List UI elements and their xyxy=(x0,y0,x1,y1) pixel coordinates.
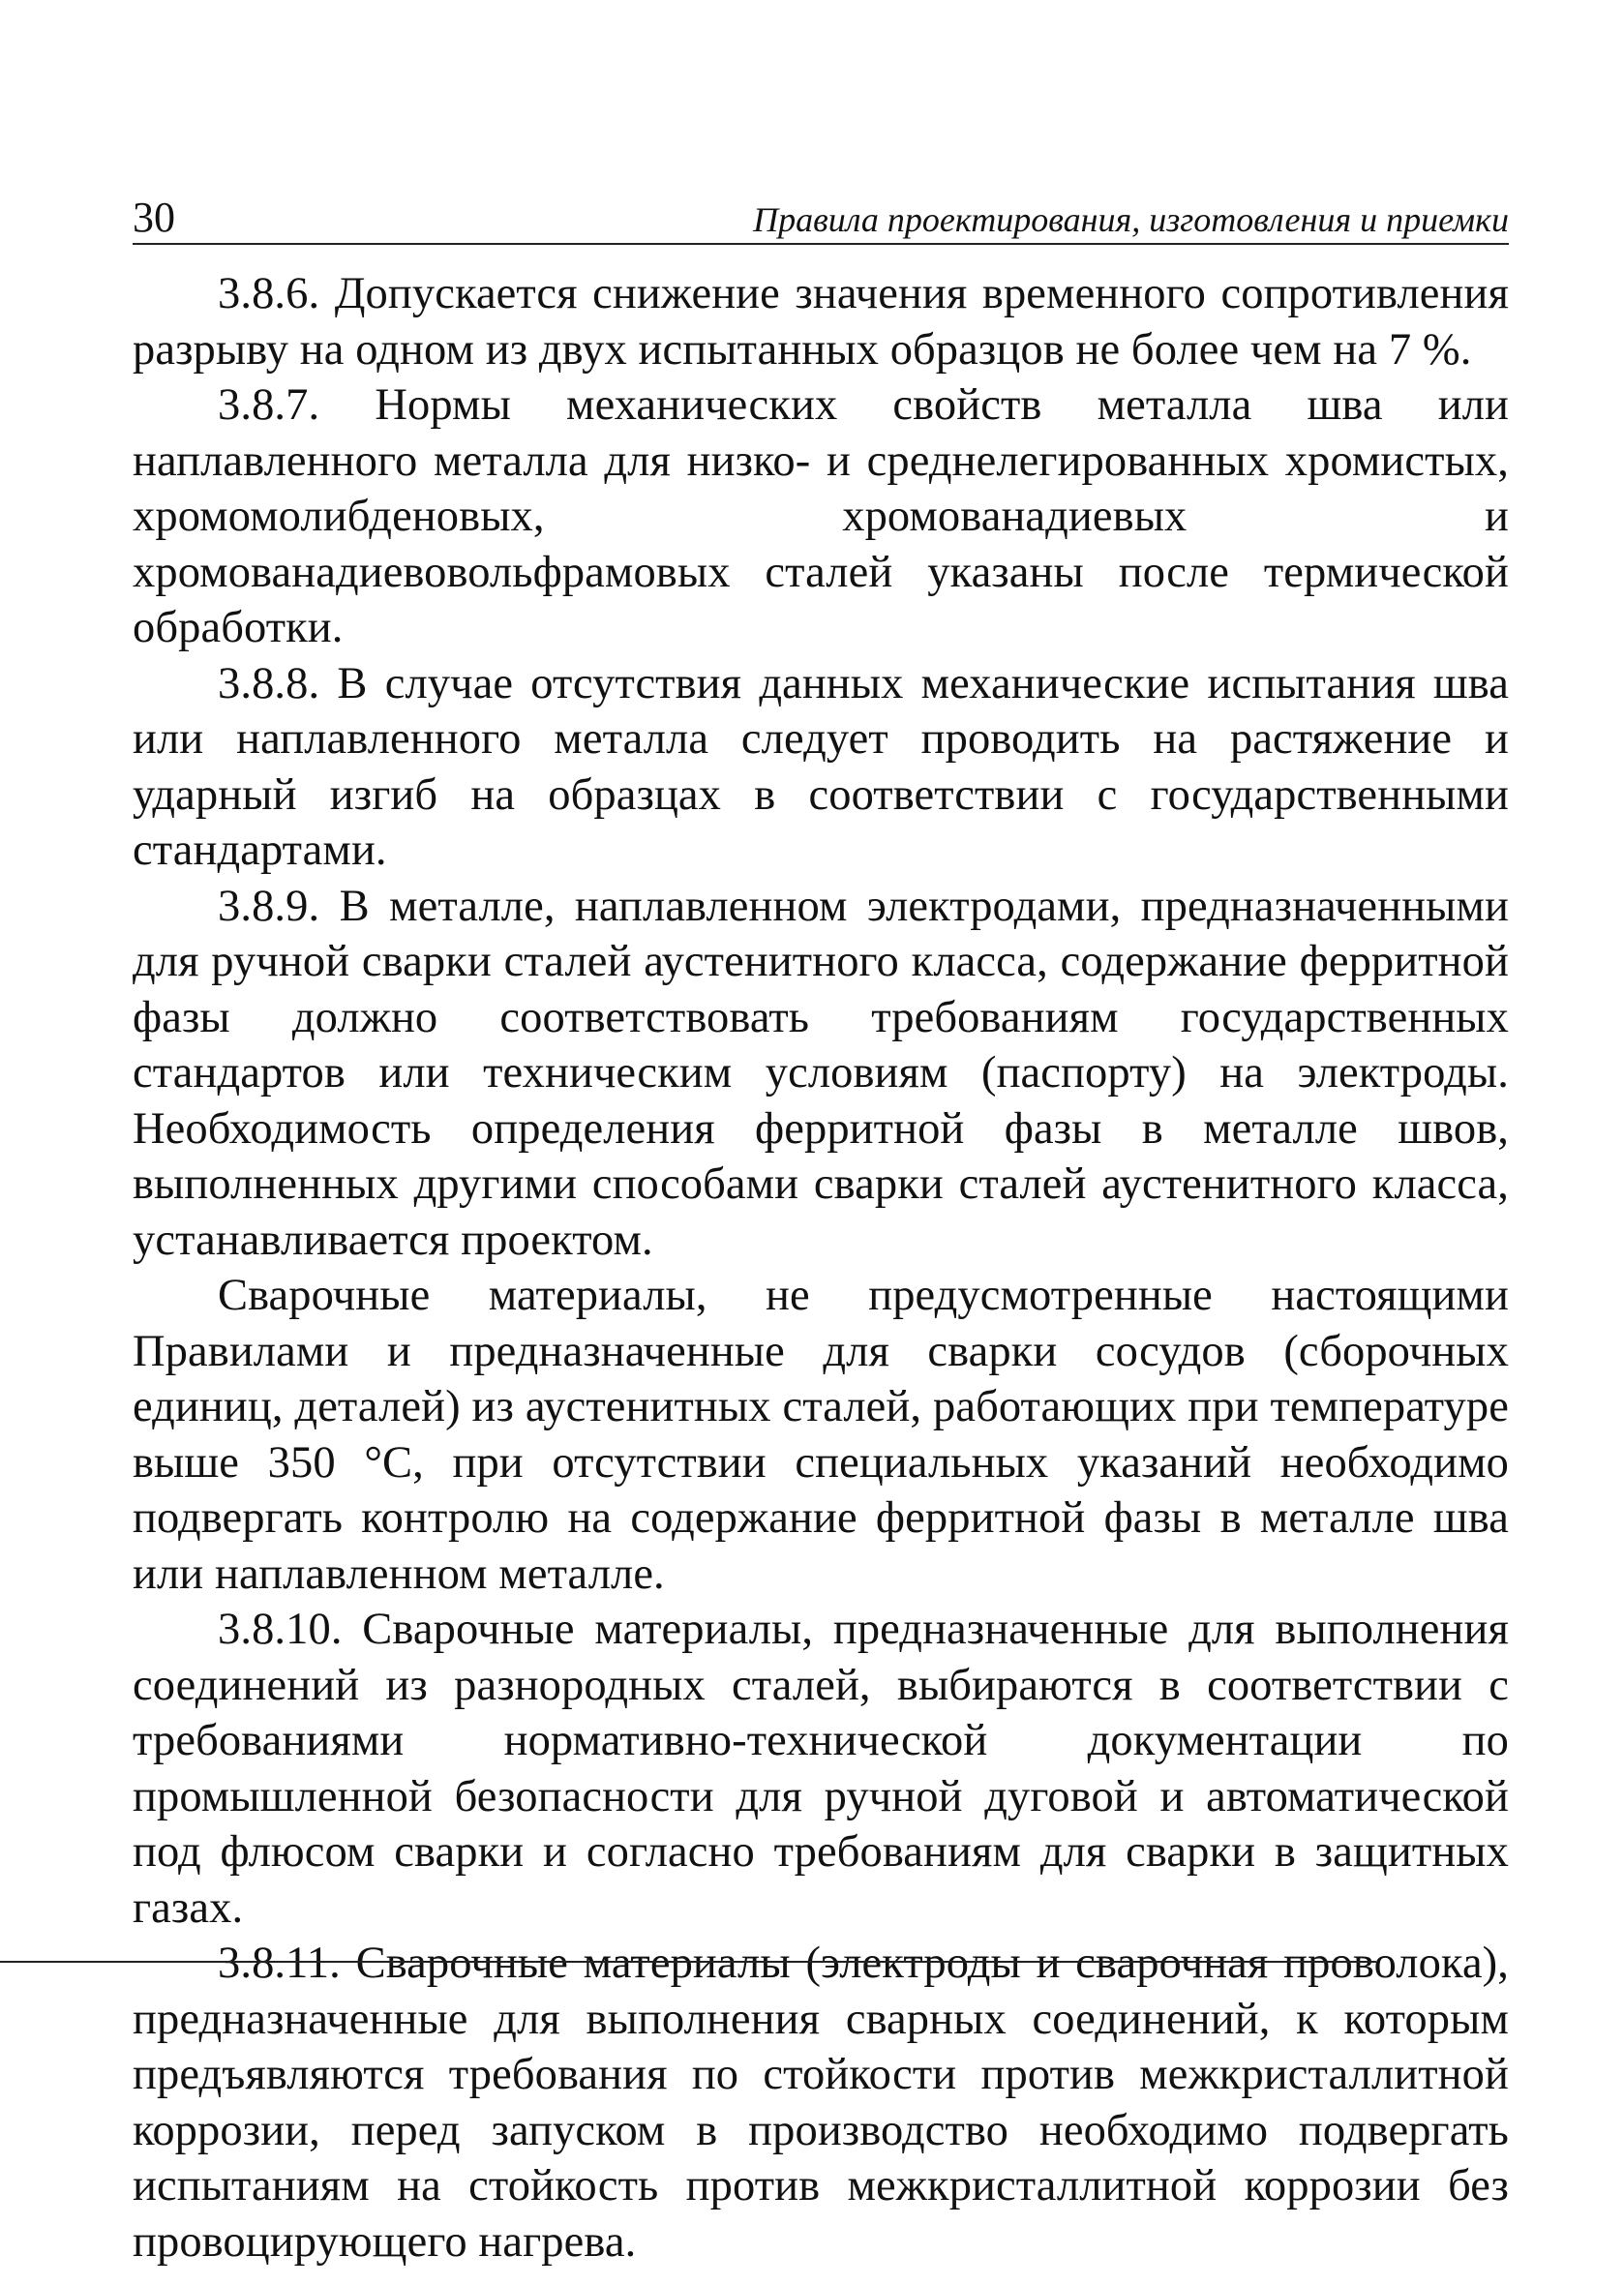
document-page xyxy=(133,189,1509,2270)
body-text xyxy=(133,266,1509,2270)
running-title: Правила проектирования, изготовления и приемки xyxy=(753,200,1509,239)
paragraph-welding-materials: Сварочные материалы, не предусмотренные настоящими Правилами и предназначенные для сварки сосудов (сборочных единиц, деталей) из аустенитных сталей, работающих при температуре выше 350 °С, при отсутствии специальных указаний необходимо подвергать контролю на содержание ферритной фазы в металле шва или наплавленном металле. xyxy=(133,1271,1509,1599)
page-number: 30 xyxy=(133,194,175,241)
paragraph-3-8-6: 3.8.6. Допускается снижение значения временного сопротивления разрыву на одном из двух испытанных образцов не более чем на 7 %. xyxy=(133,269,1509,375)
paragraph-3-8-8: 3.8.8. В случае отсутствия данных механические испытания шва или наплавленного металла следует проводить на растяжение и ударный изгиб на образцах в соответствии с государственными стандартами. xyxy=(133,658,1509,875)
paragraph-3-8-9: 3.8.9. В металле, наплавленном электродами, предназначенными для ручной сварки сталей аустенитного класса, содержание ферритной фазы должно соответствовать требованиям государственных стандартов или техническим условиям (паспорту) на электроды. Необходимость определения ферритной фазы в металле швов, выполненных другими способами сварки сталей аустенитного класса, устанавливается проектом. xyxy=(133,881,1509,1265)
paragraph-3-8-7: 3.8.7. Нормы механических свойств металла шва или наплавленного металла для низко- и среднелегированных хромистых, хромомолибденовых, хромованадиевых и хромованадиевовольфрамовых сталей указаны после термической обработки. xyxy=(133,380,1509,652)
footer-rule xyxy=(0,1961,1376,1963)
paragraph-3-8-11: 3.8.11. Сварочные материалы (электроды и сварочная проволока), предназначенные для выполнения сварных соединений, к которым предъявляются требования по стойкости против межкристаллитной коррозии, перед запуском в производство необходимо подвергать испытаниям на стойкость против межкристаллитной коррозии без провоцирующего нагрева. xyxy=(133,1939,1509,2267)
paragraph-3-8-10: 3.8.10. Сварочные материалы, предназначенные для выполнения соединений из разнородных сталей, выбираются в соответствии с требованиями нормативно-технической документации по промышленной безопасности для ручной дуговой и автоматической под флюсом сварки и согласно требованиям для сварки в защитных газах. xyxy=(133,1605,1509,1933)
running-header xyxy=(133,189,1509,245)
